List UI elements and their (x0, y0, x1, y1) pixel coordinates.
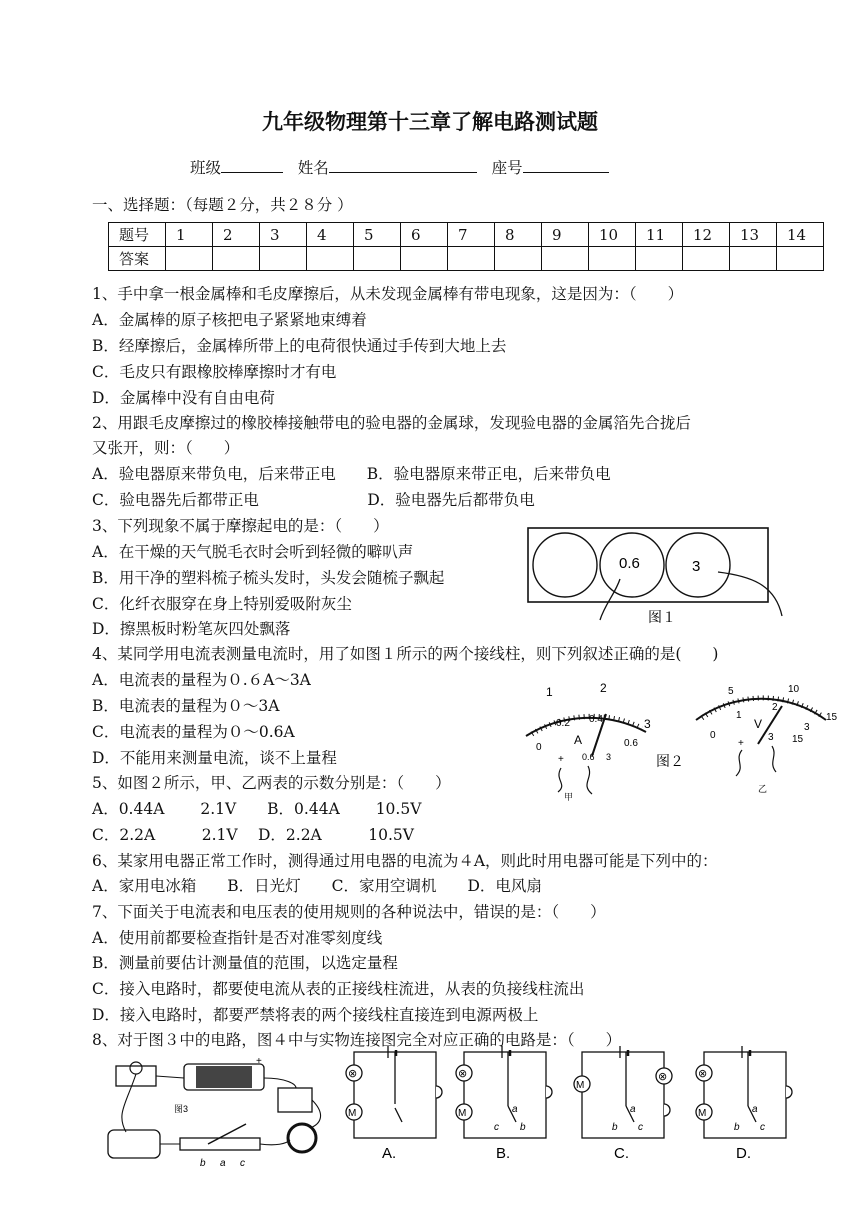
figure-1 (520, 524, 790, 630)
switch-label: b (200, 1158, 206, 1169)
meter-name: 乙 (758, 784, 768, 794)
q-number: 10 (589, 223, 636, 247)
tick-label: 3 (804, 722, 810, 733)
question-line: 2、用跟毛皮摩擦过的橡胶棒接触带电的验电器的金属球，发现验电器的金属箔先合拢后 (92, 414, 691, 432)
switch-label: c (760, 1122, 765, 1133)
q-number: 4 (307, 223, 354, 247)
lamp-icon: ⊗ (658, 1071, 668, 1083)
option-line: A．0.44A 2.1V B．0.44A 10.5V (92, 800, 422, 818)
tick-label: 2 (600, 681, 607, 695)
name-blank[interactable] (329, 157, 477, 173)
option-label: B. (496, 1145, 511, 1162)
answer-table (108, 222, 824, 271)
plus-mark: + (256, 1056, 262, 1067)
name-label: 姓名 (297, 159, 329, 177)
answer-cell[interactable] (777, 247, 824, 271)
option-label: A. (382, 1145, 397, 1162)
tick-label: 0 (710, 730, 716, 741)
option-line: B．经摩擦后，金属棒所带上的电荷很快通过手传到大地上去 (92, 337, 507, 355)
question-line: 6、某家用电器正常工作时，测得通过用电器的电流为４A，则此时用电器可能是下列中的： (92, 852, 718, 870)
option-line: B．电流表的量程为０～3A (92, 697, 280, 715)
seat-blank[interactable] (523, 157, 609, 173)
terminal-label: 0.6 (582, 752, 595, 762)
voltmeter (696, 684, 838, 794)
switch-lever (208, 1124, 246, 1144)
motor-icon: M (348, 1108, 357, 1119)
terminal-label: 3 (692, 558, 701, 575)
switch-label: b (520, 1122, 526, 1133)
wire (600, 579, 620, 620)
terminal-label: 3 (768, 732, 774, 743)
bell-icon (546, 1086, 552, 1098)
bell-icon (786, 1086, 792, 1098)
lamp-icon: ⊗ (698, 1068, 708, 1080)
tick-label: 0.2 (556, 718, 570, 729)
switch-label: a (752, 1104, 758, 1115)
terminal-label: + (558, 754, 564, 765)
terminal-left (533, 533, 597, 597)
tick-label: 10 (788, 684, 800, 695)
option-line: D．不能用来测量电流，谈不上量程 (92, 749, 337, 767)
q-number: 3 (260, 223, 307, 247)
lamp-icon: ⊗ (348, 1068, 358, 1080)
tick-label: 1 (546, 685, 553, 699)
q-number: 12 (683, 223, 730, 247)
terminal-label: 3 (606, 752, 612, 762)
tick-label: 5 (728, 686, 734, 697)
unit-label: A (574, 733, 583, 747)
answer-cell[interactable] (589, 247, 636, 271)
question-line: 7、下面关于电流表和电压表的使用规则的各种说法中，错误的是：（ ） (92, 903, 606, 921)
option-line: A．在干燥的天气脱毛衣时会听到轻微的噼叭声 (92, 543, 414, 561)
battery-body (196, 1066, 252, 1088)
lamp-icon: ⊗ (458, 1068, 468, 1080)
motor-icon: M (576, 1080, 585, 1091)
wire (587, 766, 592, 794)
q-number: 6 (401, 223, 448, 247)
answer-cell[interactable] (730, 247, 777, 271)
table-header: 题号 (109, 223, 166, 247)
question-line: 8、对于图３中的电路，图４中与实物连接图完全对应正确的电路是：（ ） (92, 1031, 622, 1049)
option-line: A．验电器原来带负电，后来带正电 B．验电器原来带正电，后来带负电 (92, 465, 611, 483)
table-header: 答案 (109, 247, 166, 271)
motor-icon: M (698, 1108, 707, 1119)
question-line: 又张开，则：（ ） (92, 439, 240, 457)
option-line: B．测量前要估计测量值的范围，以选定量程 (92, 954, 398, 972)
figure-3 (96, 1054, 332, 1170)
question-line: 4、某同学用电流表测量电流时，用了如图１所示的两个接线柱，则下列叙述正确的是( ) (92, 645, 719, 663)
switch-base (180, 1138, 260, 1150)
figure-caption: 图２ (656, 753, 684, 769)
answer-cell[interactable] (542, 247, 589, 271)
motor (108, 1130, 160, 1158)
student-info (190, 156, 609, 178)
tick-label: 2 (772, 702, 778, 713)
answer-cell[interactable] (166, 247, 213, 271)
unit-label: V (754, 717, 763, 731)
answer-cell[interactable] (354, 247, 401, 271)
tick-label: 3 (644, 717, 651, 731)
bell (288, 1124, 316, 1152)
option-line: B．用干净的塑料梳子梳头发时，头发会随梳子飘起 (92, 569, 445, 587)
table-row (109, 247, 824, 271)
q-number: 13 (730, 223, 777, 247)
q-number: 1 (166, 223, 213, 247)
tick-label: 0.4 (589, 714, 603, 725)
option-label: D. (736, 1145, 751, 1162)
lamp (130, 1062, 142, 1074)
option-line: D．金属棒中没有自由电荷 (92, 389, 275, 407)
option-line: C．接入电路时，都要使电流从表的正接线柱流进，从表的负接线柱流出 (92, 980, 585, 998)
answer-cell[interactable] (401, 247, 448, 271)
answer-cell[interactable] (636, 247, 683, 271)
option-line: D．接入电路时，都要严禁将表的两个接线柱直接连到电源两极上 (92, 1006, 539, 1024)
circuit-option-d (696, 1046, 792, 1162)
bell-icon (664, 1104, 670, 1116)
option-line: A．电流表的量程为０.６A～3A (92, 671, 311, 689)
switch (395, 1108, 402, 1122)
terminal-board (528, 528, 768, 602)
meter-name: 甲 (564, 792, 574, 802)
option-line: A．家用电冰箱 B．日光灯 C．家用空调机 D．电风扇 (92, 877, 542, 895)
q-number: 7 (448, 223, 495, 247)
wire (736, 750, 742, 776)
figure-caption: 图3 (174, 1104, 189, 1114)
wire (772, 746, 776, 772)
tick-label: 1 (736, 710, 742, 721)
figure-2 (506, 680, 846, 804)
table-row (109, 223, 824, 247)
class-label: 班级 (190, 159, 222, 177)
answer-cell[interactable] (448, 247, 495, 271)
option-line: C．毛皮只有跟橡胶棒摩擦时才有电 (92, 363, 337, 381)
q-number: 8 (495, 223, 542, 247)
answer-cell[interactable] (495, 247, 542, 271)
bell-icon (436, 1086, 442, 1098)
question-line: 5、如图２所示，甲、乙两表的示数分别是：（ ） (92, 774, 451, 792)
terminal-label: 0.6 (619, 555, 640, 572)
tick-label: 0 (536, 742, 542, 753)
switch-label: c (494, 1122, 499, 1133)
motor-icon: M (458, 1108, 467, 1119)
option-line: C．电流表的量程为０～0.6A (92, 723, 295, 741)
tick-label: 0.6 (624, 738, 638, 749)
switch-label: a (220, 1158, 226, 1169)
lamp-holder (116, 1066, 156, 1086)
option-line: A．金属棒的原子核把电子紧紧地束缚着 (92, 311, 367, 329)
option-label: C. (614, 1145, 629, 1162)
switch-label: b (612, 1122, 618, 1133)
figure-caption: 图１ (648, 609, 676, 625)
circuit-option-a (346, 1046, 442, 1162)
wire (558, 768, 562, 792)
terminal-label: + (738, 738, 744, 749)
q-number: 5 (354, 223, 401, 247)
switch-label: c (240, 1158, 245, 1169)
circuit-option-b (456, 1046, 552, 1162)
option-line: C．化纤衣服穿在身上特别爱吸附灰尘 (92, 595, 352, 613)
answer-cell[interactable] (683, 247, 730, 271)
tick-label: 15 (826, 712, 838, 723)
option-line: C．2.2A 2.1V D．2.2A 10.5V (92, 826, 414, 844)
figure-4 (336, 1046, 816, 1166)
q-number: 14 (777, 223, 824, 247)
seat-label: 座号 (491, 159, 523, 177)
page-title: 九年级物理第十三章了解电路测试题 (262, 109, 598, 134)
terminal-label: 15 (792, 734, 804, 745)
switch-label: b (734, 1122, 740, 1133)
option-line: C．验电器先后都带正电 D．验电器先后都带负电 (92, 491, 535, 509)
switch-label: c (638, 1122, 643, 1133)
switch-label: a (512, 1104, 518, 1115)
meter-box (278, 1088, 312, 1112)
option-line: A．使用前都要检查指针是否对准零刻度线 (92, 929, 383, 947)
answer-cell[interactable] (307, 247, 354, 271)
switch-label: a (630, 1104, 636, 1115)
q-number: 2 (213, 223, 260, 247)
answer-cell[interactable] (260, 247, 307, 271)
question-line: 1、手中拿一根金属棒和毛皮摩擦后，从未发现金属棒有带电现象，这是因为：（ ） (92, 285, 684, 303)
class-blank[interactable] (221, 157, 283, 173)
answer-cell[interactable] (213, 247, 260, 271)
question-line: 3、下列现象不属于摩擦起电的是：（ ） (92, 517, 389, 535)
option-line: D．擦黑板时粉笔灰四处飘落 (92, 620, 291, 638)
q-number: 9 (542, 223, 589, 247)
ammeter (526, 681, 651, 802)
section-heading: 一、选择题：（每题２分，共２８分 ） (92, 196, 353, 214)
circuit-option-c (574, 1046, 672, 1162)
q-number: 11 (636, 223, 683, 247)
